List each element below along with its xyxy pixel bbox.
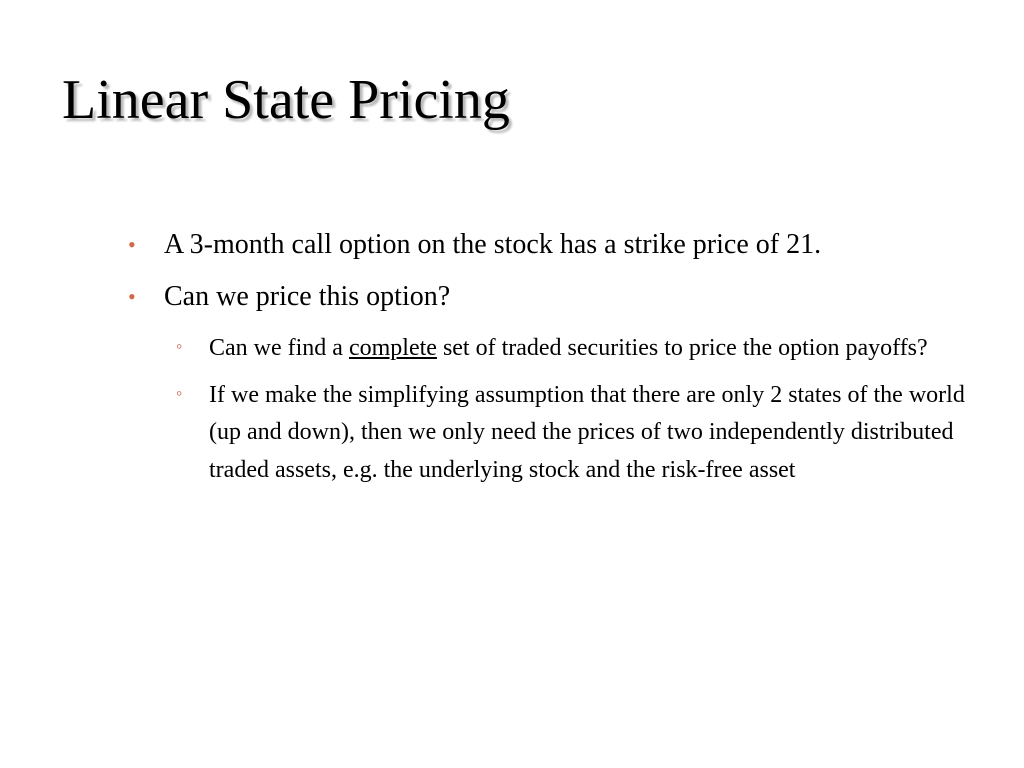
bullet-list <box>128 226 998 498</box>
bullet-text-1: A 3-month call option on the stock has a strike price of 21. <box>164 229 822 260</box>
hollow-bullet-icon <box>176 377 192 409</box>
bullet-item-1 <box>128 226 998 264</box>
sub-bullet-list <box>176 330 998 489</box>
sub-bullet-text-after: set of traded securities to price the option payoffs? <box>436 335 928 361</box>
bullet-dot-icon <box>128 226 140 264</box>
sub-bullet-text-2: If we make the simplifying assumption that there are only 2 states of the world (up and down), then we only need the prices of two independently distributed traded assets, e.g. the underlying stock and the risk-free asset <box>209 381 965 483</box>
hollow-bullet-icon <box>176 330 192 362</box>
bullet-text-2: Can we price this option? <box>164 281 451 312</box>
bullet-dot-icon <box>128 278 140 316</box>
sub-bullet-item-2 <box>176 377 999 490</box>
underlined-term: complete <box>348 335 437 361</box>
bullet-item-2 <box>128 278 998 316</box>
sub-bullet-text-before: Can we find a <box>209 335 349 361</box>
slide-title: Linear State Pricing <box>62 69 510 131</box>
sub-bullet-item-1 <box>176 330 999 368</box>
